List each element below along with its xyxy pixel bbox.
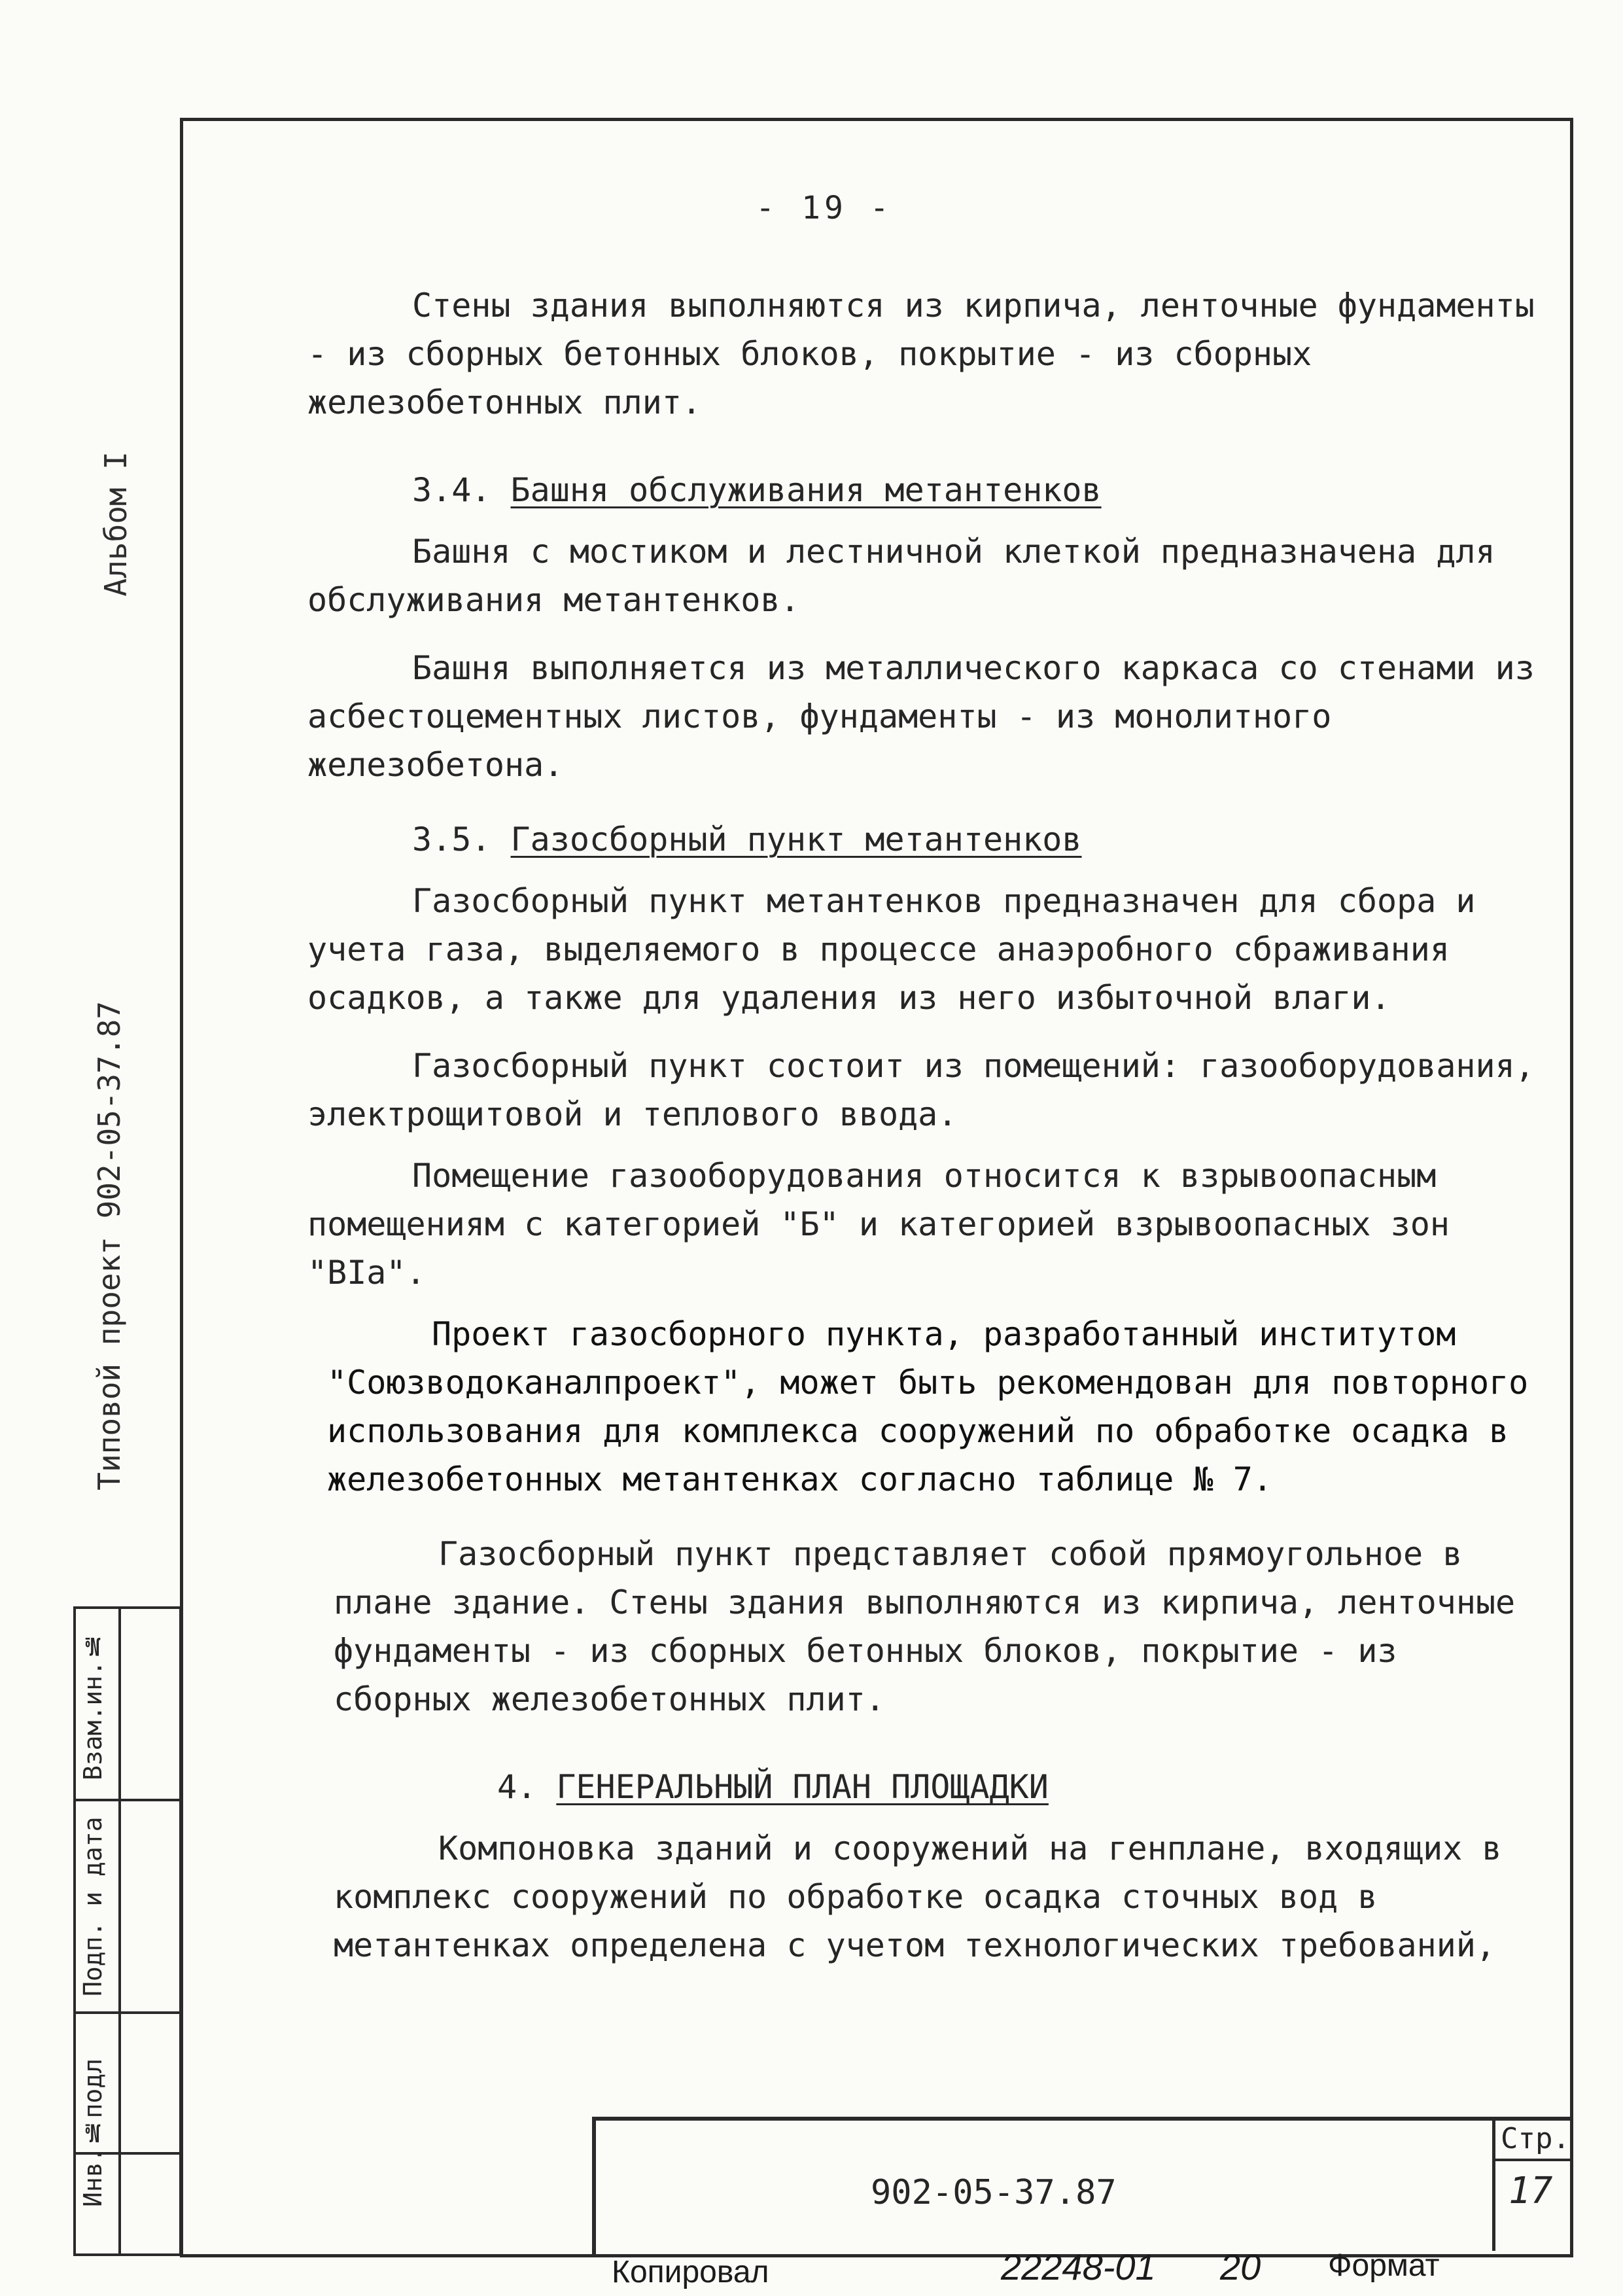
paragraph: Газосборный пункт метантенков предназначен для сбора и учета газа, выделяемого в процессе анаэробного сбраживания осадков, а также для удаления из него избыточной влаги. (307, 882, 1476, 1017)
paragraph: Газосборный пункт состоит из помещений: газооборудования, электрощитовой и теплового ввода. (307, 1047, 1535, 1133)
inventory-original-label: Инв.№подл (79, 2058, 107, 2207)
paragraph: Проект газосборного пункта, разработанный институтом "Союзводоканалпроект", может быть рекомендован для повторного использования для комплекса сооружений по обработке осадка в железобетонных метантенках согласно таблице № 7. (327, 1315, 1529, 1498)
album-label: Альбом I (98, 451, 133, 597)
order-number: 22248-01 (1001, 2246, 1156, 2287)
stamp-divider (118, 1609, 121, 2253)
document-body (307, 281, 1537, 1969)
paragraph: Башня выполняется из металлического каркаса со стенами из асбестоцементных листов, фундаменты - из монолитного железобетона. (307, 649, 1535, 784)
sheet-box (1492, 2121, 1571, 2251)
page-number: - 19 - (756, 190, 893, 226)
section-number: 3.5. (412, 821, 491, 858)
document-code: 902-05-37.87 (871, 2173, 1117, 2212)
section-number: 4. (497, 1768, 537, 1806)
sheet-label: Стр. (1501, 2122, 1570, 2155)
copied-label: Копировал (612, 2255, 769, 2289)
paragraph: Помещение газооборудования относится к взрывоопасным помещениям с категорией "Б" и категорией взрывоопасных зон "BIa". (307, 1157, 1450, 1292)
stamp-divider (76, 1799, 179, 1801)
paragraph: Газосборный пункт представляет собой прямоугольное в плане здание. Стены здания выполняются из кирпича, ленточные фундаменты - из сборных бетонных блоков, покрытие - из сборных железобетонных плит. (334, 1535, 1516, 1718)
replace-inventory-label: Взам.ин.№ (79, 1631, 107, 1780)
section-heading-4 (307, 1763, 1537, 1811)
sheet-divider (1495, 2159, 1571, 2161)
project-label: Типовой проект 902-05-37.87 (92, 1001, 127, 1491)
section-title: Газосборный пункт метантенков (510, 821, 1082, 858)
section-heading-3-4 (307, 466, 1537, 514)
paragraph: Компоновка зданий и сооружений на генплане, входящих в комплекс сооружений по обработке осадка сточных вод в метантенках определена с учетом технологических требований, (334, 1829, 1502, 1964)
paragraph: Стены здания выполняются из кирпича, ленточные фундаменты - из сборных бетонных блоков, покрытие - из сборных железобетонных плит. (307, 287, 1535, 421)
title-block (592, 2117, 1571, 2255)
copy-sheet-number: 20 (1220, 2246, 1261, 2287)
section-title: ГЕНЕРАЛЬНЫЙ ПЛАН ПЛОЩАДКИ (556, 1768, 1049, 1806)
section-number: 3.4. (412, 471, 491, 509)
signature-date-label: Подп. и дата (79, 1816, 107, 1997)
section-title: Башня обслуживания метантенков (510, 471, 1102, 509)
sheet-number: 17 (1509, 2170, 1553, 2212)
approval-stamp (73, 1606, 182, 2256)
paragraph: Башня с мостиком и лестничной клеткой предназначена для обслуживания метантенков. (307, 533, 1495, 619)
stamp-divider (76, 2011, 179, 2014)
format-label: Формат (1328, 2248, 1440, 2283)
section-heading-3-5 (307, 815, 1537, 864)
